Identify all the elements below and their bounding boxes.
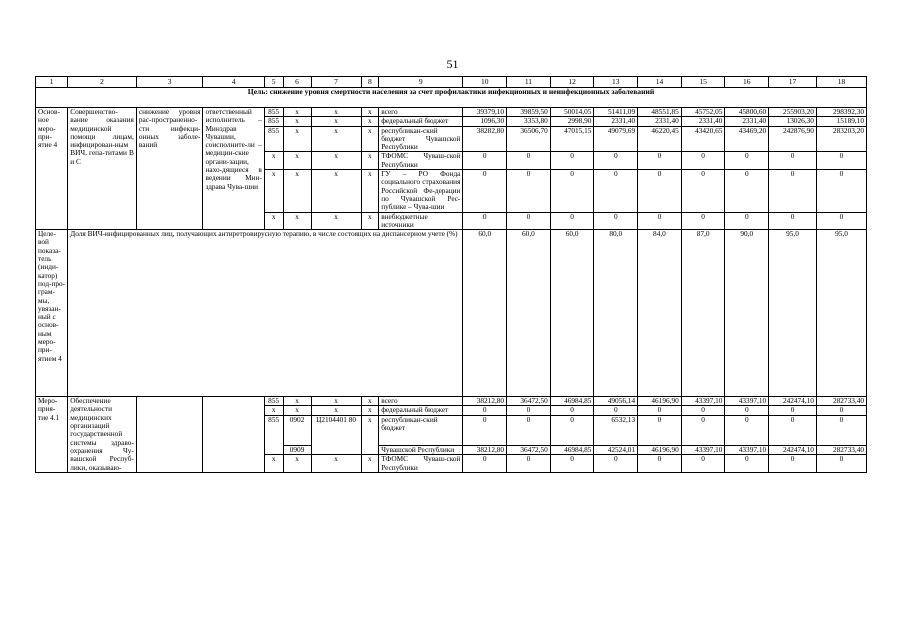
amount-cell: 0 — [594, 455, 638, 473]
amount-cell: 0 — [725, 170, 769, 212]
amount-cell: 2331,40 — [725, 117, 769, 126]
amount-cell: 0 — [550, 212, 594, 230]
code-grbs: x — [264, 152, 283, 170]
amount-cell: 0 — [816, 170, 866, 212]
funding-source: республикан-ский бюджет Чувашской Республики — [379, 126, 463, 152]
amount-cell: 0 — [638, 152, 682, 170]
amount-cell: 298392,30 — [816, 108, 866, 117]
amount-cell: 242474,10 — [769, 445, 817, 454]
code-section: x — [283, 212, 311, 230]
amount-cell: 0 — [550, 170, 594, 212]
amount-cell: 0 — [816, 415, 866, 445]
amount-cell: 0 — [463, 212, 507, 230]
amount-cell: 13026,30 — [769, 117, 817, 126]
funding-source: республикан-ский бюджет — [379, 415, 463, 445]
amount-cell: 0 — [769, 152, 817, 170]
amount-cell: 36506,70 — [507, 126, 551, 152]
amount-cell: 0 — [507, 212, 551, 230]
measure-executor: ответственный исполнитель – Минздрав Чувашии, соисполните-ли – медицин-ские органи-зации, нахо-дящиеся в ведении Мин-здрава Чува-шии — [203, 108, 264, 230]
amount-cell: 282733,40 — [816, 397, 866, 406]
indicator-value: 60,0 — [507, 230, 551, 397]
amount-cell: 0 — [725, 406, 769, 415]
amount-cell: 255903,20 — [769, 108, 817, 117]
amount-cell: 0 — [594, 152, 638, 170]
funding-source: всего — [379, 397, 463, 406]
code-type: x — [361, 126, 379, 152]
column-number: 14 — [638, 77, 682, 88]
indicator-value: 95,0 — [816, 230, 866, 397]
amount-cell: 39859,50 — [507, 108, 551, 117]
column-number: 8 — [361, 77, 379, 88]
amount-cell: 38212,80 — [463, 397, 507, 406]
code-target: x — [311, 397, 361, 406]
amount-cell: 0 — [463, 170, 507, 212]
amount-cell: 2331,40 — [681, 117, 725, 126]
column-number-row — [36, 77, 867, 88]
amount-cell: 242474,10 — [769, 397, 817, 406]
amount-cell: 0 — [463, 415, 507, 445]
column-number: 5 — [264, 77, 283, 88]
column-number: 1 — [36, 77, 68, 88]
amount-cell: 49056,14 — [594, 397, 638, 406]
amount-cell: 0 — [463, 406, 507, 415]
table-row — [36, 108, 867, 117]
amount-cell: 0 — [681, 170, 725, 212]
amount-cell: 283203,20 — [816, 126, 866, 152]
code-target: x — [311, 212, 361, 230]
code-section: x — [283, 152, 311, 170]
amount-cell: 0 — [725, 152, 769, 170]
column-number: 4 — [203, 77, 264, 88]
goal-text: Цель: снижение уровня смертности населения за счет профилактики инфекционных и неинфекционных заболеваний — [36, 88, 867, 108]
amount-cell: 36472,50 — [507, 397, 551, 406]
amount-cell: 38282,80 — [463, 126, 507, 152]
code-section: x — [283, 455, 311, 473]
measure-result — [136, 397, 203, 473]
code-type: x — [361, 152, 379, 170]
code-grbs: x — [264, 406, 283, 415]
amount-cell: 0 — [769, 406, 817, 415]
indicator-value: 90,0 — [725, 230, 769, 397]
amount-cell: 6532,13 — [594, 415, 638, 445]
column-number: 10 — [463, 77, 507, 88]
measure-executor — [203, 397, 264, 473]
code-type: x — [361, 415, 379, 454]
code-target: x — [311, 152, 361, 170]
measure-title: Обеспечение деятельности медицинских организаций государственной системы здраво-охранения Чу-вашской Респуб-лики, оказываю- — [68, 397, 137, 473]
amount-cell: 0 — [463, 455, 507, 473]
amount-cell: 48551,85 — [638, 108, 682, 117]
code-type: x — [361, 170, 379, 212]
code-target: x — [311, 117, 361, 126]
amount-cell: 0 — [681, 415, 725, 445]
code-type: x — [361, 212, 379, 230]
column-number: 9 — [379, 77, 463, 88]
amount-cell: 50014,05 — [550, 108, 594, 117]
amount-cell: 43397,10 — [681, 397, 725, 406]
funding-source: ТФОМС Чуваш-ской Республики — [379, 152, 463, 170]
code-type: x — [361, 397, 379, 406]
amount-cell: 51411,09 — [594, 108, 638, 117]
amount-cell: 0 — [638, 212, 682, 230]
indicator-value: 87,0 — [681, 230, 725, 397]
amount-cell: 0 — [816, 406, 866, 415]
indicator-value: 80,0 — [594, 230, 638, 397]
column-number: 6 — [283, 77, 311, 88]
amount-cell: 0 — [594, 170, 638, 212]
column-number: 3 — [136, 77, 203, 88]
column-number: 2 — [68, 77, 137, 88]
indicator-row — [36, 230, 867, 397]
code-target: x — [311, 126, 361, 152]
amount-cell: 0 — [550, 455, 594, 473]
code-section: 0902 — [283, 415, 311, 445]
indicator-value: 60,0 — [550, 230, 594, 397]
code-type: x — [361, 455, 379, 473]
code-type: x — [361, 108, 379, 117]
column-number: 12 — [550, 77, 594, 88]
measure-name: Меро-прия-тие 4.1 — [36, 397, 68, 473]
code-type: x — [361, 117, 379, 126]
amount-cell: 0 — [816, 455, 866, 473]
code-target: x — [311, 170, 361, 212]
funding-source: ГУ – РО Фонда социального страхования Российской Фе-дерации по Чувашской Рес-публике – Чува-шии — [379, 170, 463, 212]
funding-source: Чувашской Республики — [379, 445, 463, 454]
amount-cell: 47015,15 — [550, 126, 594, 152]
amount-cell: 45752,05 — [681, 108, 725, 117]
amount-cell: 0 — [816, 212, 866, 230]
amount-cell: 282733,40 — [816, 445, 866, 454]
amount-cell: 242876,90 — [769, 126, 817, 152]
amount-cell: 2331,40 — [594, 117, 638, 126]
amount-cell: 0 — [507, 406, 551, 415]
column-number: 11 — [507, 77, 551, 88]
code-target: Ц2104401 80 — [311, 415, 361, 454]
amount-cell: 0 — [725, 415, 769, 445]
code-grbs: 855 — [264, 108, 283, 117]
measure-name: Основ-ное меро-при-ятие 4 — [36, 108, 68, 230]
code-grbs: x — [264, 212, 283, 230]
amount-cell: 39379,10 — [463, 108, 507, 117]
amount-cell: 43469,20 — [725, 126, 769, 152]
code-section: x — [283, 108, 311, 117]
column-number: 16 — [725, 77, 769, 88]
funding-source: федеральный бюджет — [379, 406, 463, 415]
amount-cell: 0 — [638, 455, 682, 473]
code-section: x — [283, 117, 311, 126]
code-grbs: x — [264, 170, 283, 212]
amount-cell: 0 — [507, 152, 551, 170]
amount-cell: 46984,85 — [550, 445, 594, 454]
amount-cell: 46220,45 — [638, 126, 682, 152]
measure-result: снижение уровня рас-пространенно-сти инфекци-онных заболе-ваний — [136, 108, 203, 230]
indicator-name: Целе-вой показа-тель (инди-катор) под-про-грам-мы, увязан-ный с основ-ным меро-при-ятием 4 — [36, 230, 68, 397]
funding-source: ТФОМС Чуваш-ской Республики — [379, 455, 463, 473]
amount-cell: 0 — [638, 170, 682, 212]
amount-cell: 0 — [769, 415, 817, 445]
funding-source: федеральный бюджет — [379, 117, 463, 126]
code-section: x — [283, 126, 311, 152]
amount-cell: 2998,90 — [550, 117, 594, 126]
column-number: 13 — [594, 77, 638, 88]
amount-cell: 0 — [725, 212, 769, 230]
code-grbs: 855 — [264, 397, 283, 406]
amount-cell: 0 — [769, 170, 817, 212]
code-section: x — [283, 406, 311, 415]
amount-cell: 0 — [638, 406, 682, 415]
amount-cell: 49079,69 — [594, 126, 638, 152]
code-grbs: 855 — [264, 415, 283, 454]
amount-cell: 15189,10 — [816, 117, 866, 126]
amount-cell: 43420,65 — [681, 126, 725, 152]
amount-cell: 0 — [550, 406, 594, 415]
column-number: 15 — [681, 77, 725, 88]
amount-cell: 0 — [507, 455, 551, 473]
code-grbs: x — [264, 455, 283, 473]
budget-table — [35, 76, 867, 473]
amount-cell: 0 — [769, 455, 817, 473]
code-type: x — [361, 406, 379, 415]
code-grbs: 855 — [264, 126, 283, 152]
amount-cell: 46196,90 — [638, 397, 682, 406]
amount-cell: 36472,50 — [507, 445, 551, 454]
amount-cell: 0 — [507, 415, 551, 445]
amount-cell: 0 — [769, 212, 817, 230]
code-section: x — [283, 397, 311, 406]
indicator-value: 95,0 — [769, 230, 817, 397]
code-section: x — [283, 170, 311, 212]
amount-cell: 0 — [638, 415, 682, 445]
amount-cell: 46984,85 — [550, 397, 594, 406]
amount-cell: 0 — [507, 170, 551, 212]
code-grbs: 855 — [264, 117, 283, 126]
amount-cell: 0 — [681, 212, 725, 230]
amount-cell: 0 — [725, 455, 769, 473]
column-number: 7 — [311, 77, 361, 88]
table-row — [36, 397, 867, 406]
code-section: 0909 — [283, 445, 311, 454]
amount-cell: 0 — [681, 455, 725, 473]
goal-row — [36, 88, 867, 108]
amount-cell: 0 — [550, 415, 594, 445]
code-target: x — [311, 108, 361, 117]
amount-cell: 42524,01 — [594, 445, 638, 454]
amount-cell: 0 — [681, 152, 725, 170]
amount-cell: 0 — [594, 406, 638, 415]
page-number: 51 — [446, 57, 459, 71]
amount-cell: 43397,10 — [725, 397, 769, 406]
amount-cell: 2331,40 — [638, 117, 682, 126]
amount-cell: 3353,80 — [507, 117, 551, 126]
funding-source: внебюджетные источники — [379, 212, 463, 230]
amount-cell: 46196,90 — [638, 445, 682, 454]
amount-cell: 0 — [550, 152, 594, 170]
indicator-value: 84,0 — [638, 230, 682, 397]
indicator-text: Доля ВИЧ-инфицированных лиц, получающих антиретровирусную терапию, в числе состоящих на диспансерном учете (%) — [68, 230, 463, 397]
amount-cell: 38212,80 — [463, 445, 507, 454]
measure-title: Совершенство-вание оказания медицинской помощи лицам, инфицирован-ным ВИЧ, гепа-титами В и С — [68, 108, 137, 230]
amount-cell: 1096,30 — [463, 117, 507, 126]
amount-cell: 43397,10 — [725, 445, 769, 454]
code-target: x — [311, 455, 361, 473]
amount-cell: 45800,60 — [725, 108, 769, 117]
amount-cell: 0 — [681, 406, 725, 415]
indicator-value: 60,0 — [463, 230, 507, 397]
amount-cell: 0 — [816, 152, 866, 170]
column-number: 18 — [816, 77, 866, 88]
column-number: 17 — [769, 77, 817, 88]
amount-cell: 43397,10 — [681, 445, 725, 454]
amount-cell: 0 — [463, 152, 507, 170]
funding-source: всего — [379, 108, 463, 117]
amount-cell: 0 — [594, 212, 638, 230]
code-target: x — [311, 406, 361, 415]
